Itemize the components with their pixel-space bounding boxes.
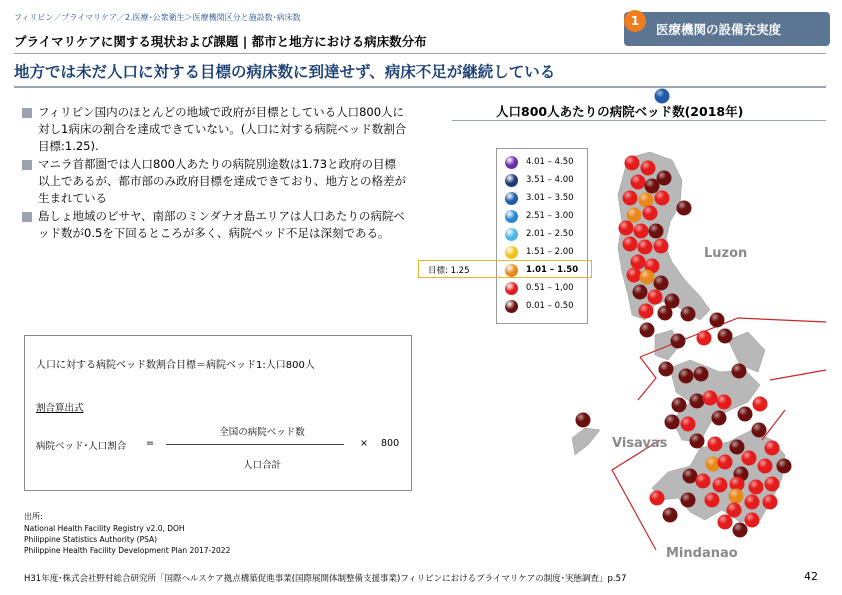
province-marker-gloss [655,191,670,206]
province-marker-gloss [671,334,686,349]
province-marker-gloss [712,411,727,426]
province-marker-gloss [718,455,733,470]
province-marker-gloss [730,440,745,455]
province-marker-gloss [694,367,709,382]
province-marker-gloss [677,201,692,216]
province-marker-gloss [641,161,656,176]
region-boundaries [612,318,826,550]
legend-swatch-icon [505,210,518,223]
province-marker-gloss [752,423,767,438]
province-marker-gloss [658,306,673,321]
calc-heading: 割合算出式 [36,403,84,414]
province-marker-gloss [640,323,655,338]
province-marker-gloss [696,474,711,489]
legend-label: 1.01 – 1.50 [526,265,579,275]
map-title: 人口800人あたりの病院ベッド数(2018年) [496,104,744,119]
source-item: Philippine Statistics Authority (PSA) [24,535,158,544]
province-marker-gloss [717,395,732,410]
legend-entry [505,173,574,187]
province-marker-gloss [654,239,669,254]
province-marker-gloss [650,491,665,506]
palawan-shape [572,428,600,455]
province-marker-gloss [753,397,768,412]
province-marker-gloss [634,224,649,239]
province-marker-gloss [631,255,646,270]
bullet-text: 島しょ地域のビサヤ、南部のミンダナオ島エリアは人口あたりの病院ベッド数が0.5を下回るところが多く、病院ベッド不足は深刻である。 [38,209,405,240]
province-marker-gloss [745,495,760,510]
province-marker-gloss [708,437,723,452]
province-marker-gloss [718,329,733,344]
visayas-boundary-east [770,370,826,380]
province-marker-gloss [713,478,728,493]
province-marker-gloss [639,193,654,208]
target-label: 目標: 1.25 [428,266,470,276]
footer-citation: H31年度･株式会社野村総合研究所「国際ヘルスケア拠点構築促進事業(国際展開体制整備支援事業)フィリピンにおけるプライマリケアの制度･実態調査」p.57 [24,574,627,584]
province-marker-gloss [703,391,718,406]
sources-label: 出所: [24,512,43,521]
map-legend [496,148,588,324]
legend-swatch-icon [505,156,518,169]
legend-label: 0.01 – 0.50 [526,301,574,311]
province-marker-gloss [729,489,744,504]
target-definition: 人口に対する病院ベッド数割合目標＝病院ベッド1:人口800人 [36,360,315,371]
province-marker-gloss [727,503,742,518]
legend-label: 0.51 – 1,00 [526,283,574,293]
province-marker-gloss [758,459,773,474]
breadcrumb[interactable]: フィリピン／プライマリケア／2.医療･公衆衛生＞医療機関区分と施設数･病床数 [14,13,301,22]
legend-entry [505,191,574,205]
province-marker-gloss [640,270,655,285]
legend-label: 4.01 – 4.50 [526,157,574,167]
province-marker-gloss [672,398,687,413]
bullet-text: マニラ首都圏では人口800人あたりの病院別途数は1.73と政府の目標以上であるが、都市部のみ政府目標を達成できており、地方との格差が生まれている [38,157,406,205]
province-marker-gloss [681,493,696,508]
region-label-mindanao: Mindanao [666,546,738,561]
formula-lhs: 病院ベッド･人口割合 [36,441,127,452]
province-marker-gloss [718,515,733,530]
province-marker-gloss [683,469,698,484]
region-label-visayas: Visayas [612,436,668,451]
legend-swatch-icon [505,300,518,313]
province-marker-gloss [659,362,674,377]
province-marker-gloss [627,208,642,223]
formula-times: × [360,438,368,449]
legend-label: 3.01 – 3.50 [526,193,574,203]
province-marker-gloss [623,237,638,252]
formula-equals: = [146,438,154,449]
legend-entry [505,155,574,169]
province-marker-gloss [623,191,638,206]
legend-entry [505,209,574,223]
province-marker-gloss [765,441,780,456]
legend-entry [505,299,574,313]
mindanao-boundary-east [762,410,785,440]
province-marker-gloss [733,523,748,538]
legend-swatch-icon [505,192,518,205]
source-item: National Health Facility Registry v2.0, DOH [24,524,185,533]
province-marker-gloss [690,434,705,449]
province-marker-gloss [745,513,760,528]
legend-label: 2.01 – 2.50 [526,229,574,239]
bullet-text: フィリピン国内のほとんどの地域で政府が目標としている人口800人に対し1病床の割合を達成できていない。(人口に対する病院ベッド数割合目標:1.25). [38,105,407,153]
province-marker-gloss [763,495,778,510]
legend-swatch-icon [505,246,518,259]
province-marker-gloss [648,290,663,305]
page-title: 地方では未だ人口に対する目標の病床数に到達せず、病床不足が継続している [14,63,556,81]
legend-label: 2.51 – 3.00 [526,211,574,221]
province-marker-gloss [710,313,725,328]
province-marker-gloss [619,221,634,236]
legend-swatch-icon [505,174,518,187]
province-marker-gloss [742,451,757,466]
province-marker-gloss [690,394,705,409]
legend-entry [505,227,574,241]
province-marker-gloss [681,417,696,432]
province-marker-gloss [738,407,753,422]
legend-label: 1.51 – 2.00 [526,247,574,257]
visayas-boundary-west [638,357,656,400]
province-marker-gloss [663,508,678,523]
province-marker-gloss [649,224,664,239]
page-subtitle: プライマリケアに関する現状および課題 | 都市と地方における病床数分布 [14,34,427,49]
province-marker-gloss [705,493,720,508]
formula-factor: 800 [381,438,400,449]
province-marker-gloss [679,369,694,384]
province-marker-gloss [732,364,747,379]
province-marker-gloss [665,415,680,430]
formula-numerator: 全国の病院ベッド数 [219,427,305,438]
section-tag-label: 医療機関の設備充実度 [656,22,782,37]
province-marker-gloss [777,459,792,474]
province-marker-gloss [638,240,653,255]
province-marker-gloss [633,285,648,300]
province-marker-gloss [654,276,669,291]
formula-denominator: 人口合計 [242,460,281,471]
province-marker-gloss [655,89,670,104]
page-number: 42 [804,570,818,583]
province-marker-gloss [576,413,591,428]
province-marker-gloss [765,477,780,492]
province-marker-gloss [697,331,712,346]
province-marker-gloss [627,268,642,283]
section-number-badge: 1 [624,10,646,32]
province-marker-gloss [749,480,764,495]
legend-label: 3.51 – 4.00 [526,175,574,185]
legend-entry [505,281,574,295]
region-label-luzon: Luzon [704,246,748,261]
legend-swatch-icon [505,282,518,295]
legend-entry [505,245,574,259]
province-marker-gloss [631,175,646,190]
province-marker-gloss [643,206,658,221]
province-marker-gloss [625,156,640,171]
province-marker-gloss [645,179,660,194]
source-item: Philippine Health Facility Development Plan 2017-2022 [24,546,231,555]
province-marker-gloss [681,307,696,322]
province-marker-gloss [639,304,654,319]
legend-swatch-icon [505,228,518,241]
